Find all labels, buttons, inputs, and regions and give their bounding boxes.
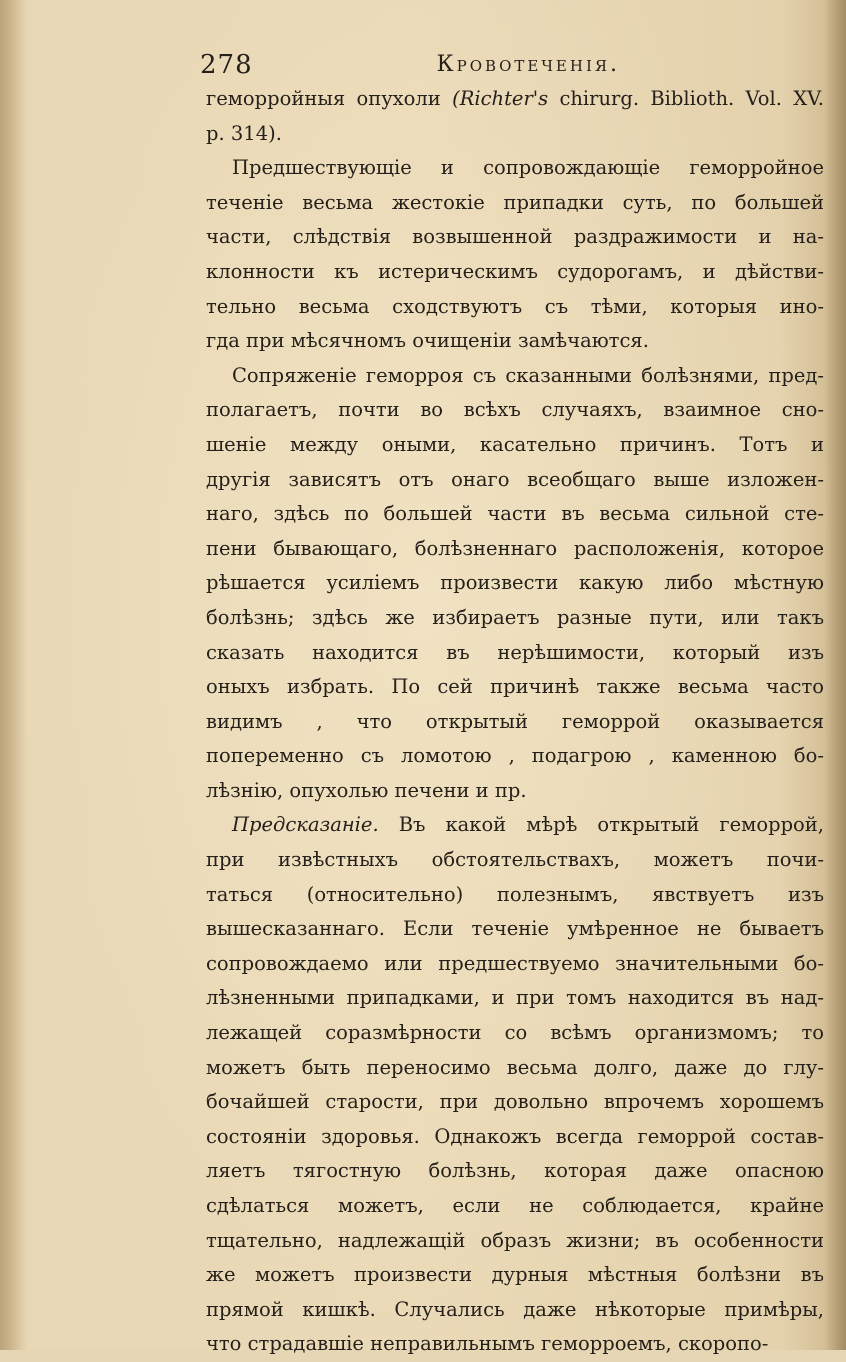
text-run: что страдавшіе неправильнымъ геморроемъ, скоропо- [206, 1332, 769, 1356]
text-line [206, 601, 824, 636]
text-run: chirurg. Biblioth. Vol. XV. [548, 87, 824, 110]
page-edge-shadow-right [824, 0, 846, 1350]
text-run: болѣзнь; здѣсь же избираетъ разные пути, или такъ [206, 605, 824, 629]
text-line [206, 878, 824, 913]
text-line [206, 393, 824, 428]
text-run: ляетъ тягостную болѣзнь, которая даже опасною [206, 1159, 824, 1183]
body-text [206, 82, 824, 1362]
text-line [206, 774, 824, 809]
text-run: геморройныя опухоли [206, 87, 453, 110]
text-run: бочайшей старости, при довольно впрочемъ хорошемъ [206, 1090, 824, 1114]
text-line [206, 1016, 824, 1051]
text-run: шеніе между оными, касательно причинъ. Тотъ и [206, 432, 824, 456]
text-run: части, слѣдствія возвышенной раздражимости и на- [206, 225, 824, 249]
text-run: рѣшается усиліемъ произвести какую либо мѣстную [206, 571, 824, 595]
text-run: Сопряженіе геморроя съ сказанными болѣзнями, пред- [232, 363, 824, 387]
text-run: Предшествующіе и сопровождающіе геморройное [232, 156, 824, 180]
page-number: 278 [200, 50, 253, 80]
text-line [206, 497, 824, 532]
paragraph [206, 359, 824, 809]
text-run: пени бывающаго, болѣзненнаго расположенія, которое [206, 536, 824, 560]
italic-text: Предсказаніе. [232, 813, 379, 837]
text-run: лѣзненными припадками, и при томъ находится въ над- [206, 986, 824, 1010]
paragraph [206, 808, 824, 1362]
text-run: прямой кишкѣ. Случались даже нѣкоторые примѣры, [206, 1297, 824, 1321]
page-edge-shadow-left [0, 0, 26, 1350]
text-line [206, 1120, 824, 1155]
text-line [206, 670, 824, 705]
text-line [206, 947, 824, 982]
paragraph [206, 151, 824, 359]
text-line [206, 1224, 824, 1259]
text-run: вышесказаннаго. Если теченіе умѣренное не бываетъ [206, 917, 824, 941]
text-run: гда при мѣсячномъ очищеніи замѣчаются. [206, 329, 649, 353]
text-run: попеременно съ ломотою , подагрою , каменною бо- [206, 744, 824, 768]
text-line [206, 566, 824, 601]
text-line [206, 808, 824, 843]
text-run: Въ какой мѣрѣ открытый геморрой, [378, 813, 824, 837]
text-line [206, 1293, 824, 1328]
text-line [206, 117, 824, 152]
text-run: же можетъ произвести дурныя мѣстныя болѣзни въ [206, 1263, 824, 1287]
paragraph [206, 82, 824, 151]
text-run: видимъ , что открытый геморрой оказывается [206, 709, 824, 733]
text-line [206, 1189, 824, 1224]
text-run: таться (относительно) полезнымъ, явствуетъ изъ [206, 882, 824, 906]
text-line [206, 912, 824, 947]
text-run: лежащей соразмѣрности со всѣмъ организмомъ; то [206, 1021, 824, 1045]
text-run: клонности къ истерическимъ судорогамъ, и дѣйстви- [206, 259, 824, 283]
text-run: сказать находится въ нерѣшимости, который изъ [206, 640, 824, 664]
text-run: сдѣлаться можетъ, если не соблюдается, крайне [206, 1194, 824, 1217]
page-header [200, 50, 620, 84]
text-line [206, 1051, 824, 1086]
text-line [206, 981, 824, 1016]
text-run: полагаетъ, почти во всѣхъ случаяхъ, взаимное сно- [206, 398, 824, 422]
text-run: другія зависятъ отъ онаго всеобщаго выше изложен- [206, 467, 824, 491]
text-run: при извѣстныхъ обстоятельствахъ, можетъ почи- [206, 848, 824, 872]
italic-text: (Richter's [452, 87, 549, 110]
text-line [206, 290, 824, 325]
text-line [206, 1327, 824, 1362]
text-run: теченіе весьма жестокіе припадки суть, по большей [206, 190, 824, 214]
text-line [206, 220, 824, 255]
text-line [206, 636, 824, 671]
text-line [206, 324, 824, 359]
text-line [206, 705, 824, 740]
text-line [206, 1085, 824, 1120]
text-line [206, 428, 824, 463]
text-run: лѣзнію, опухолью печени и пр. [206, 778, 527, 802]
text-run: оныхъ избрать. По сей причинѣ также весьма часто [206, 675, 824, 699]
text-line [206, 463, 824, 498]
text-run: состояніи здоровья. Однакожъ всегда геморрой состав- [206, 1124, 824, 1148]
text-run: p. 314). [206, 121, 282, 145]
text-run: тщательно, надлежащій образъ жизни; въ особенности [206, 1228, 824, 1252]
text-run: наго, здѣсь по большей части въ весьма сильной сте- [206, 502, 824, 526]
text-run: тельно весьма сходствуютъ съ тѣми, которыя ино- [206, 294, 824, 318]
text-run: можетъ быть переносимо весьма долго, даже до глу- [206, 1055, 824, 1079]
text-line [206, 1258, 824, 1293]
text-line [206, 532, 824, 567]
text-line [206, 359, 824, 394]
text-line [206, 1154, 824, 1189]
text-line [206, 186, 824, 221]
text-line [206, 255, 824, 290]
text-line [206, 151, 824, 186]
text-line [206, 843, 824, 878]
text-run: сопровождаемо или предшествуемо значительными бо- [206, 951, 824, 975]
text-line [206, 82, 824, 117]
running-title: Кровотеченія. [436, 52, 620, 77]
text-line [206, 739, 824, 774]
